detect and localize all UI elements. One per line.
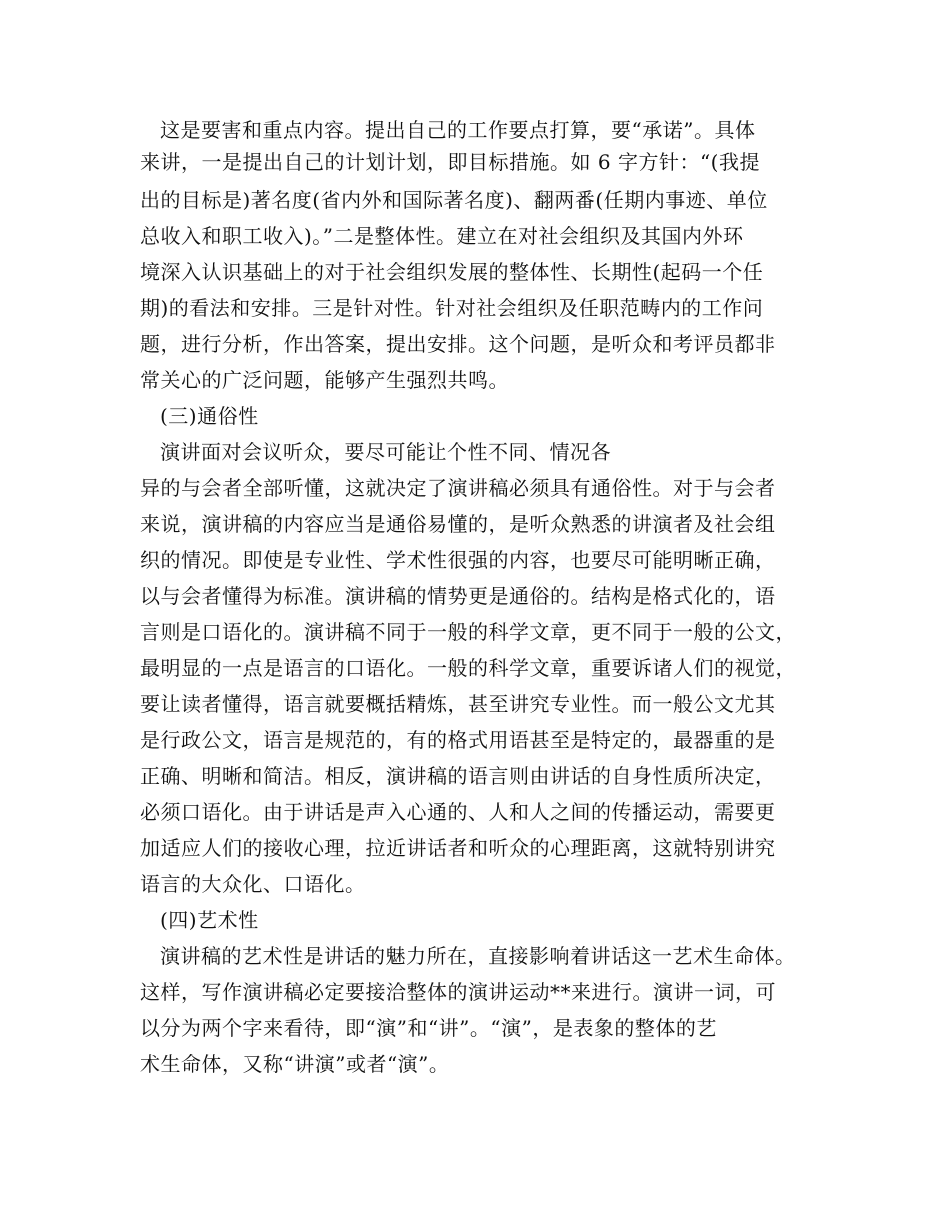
paragraph-line: 总收入和职工收入)。”二是整体性。建立在对社会组织及其国内外环 <box>140 224 744 248</box>
paragraph-line: 这样，写作演讲稿必定要接洽整体的演讲运动**来进行。演讲一词，可 <box>140 980 776 1004</box>
paragraph-line: 常关心的广泛问题，能够产生强烈共鸣。 <box>140 368 509 392</box>
section-heading: (四)艺术性 <box>160 908 259 932</box>
paragraph-line: 加适应人们的接收心理，拉近讲话者和听众的心理距离，这就特别讲究 <box>140 836 776 860</box>
paragraph-line: 境深入认识基础上的对于社会组织发展的整体性、长期性(起码一个任 <box>140 260 764 284</box>
paragraph-line: 必须口语化。由于讲话是声入心通的、人和人之间的传播运动，需要更 <box>140 800 776 824</box>
section-heading: (三)通俗性 <box>160 404 259 428</box>
paragraph-line: 是行政公文，语言是规范的，有的格式用语甚至是特定的，最器重的是 <box>140 728 776 752</box>
paragraph-line: 出的目标是)著名度(省内外和国际著名度)、翻两番(任期内事迹、单位 <box>140 188 768 212</box>
paragraph-line: 题，进行分析，作出答案，提出安排。这个问题，是听众和考评员都非 <box>140 332 776 356</box>
paragraph-line: 织的情况。即使是专业性、学术性很强的内容，也要尽可能明晰正确， <box>140 548 776 572</box>
paragraph-line: 这是要害和重点内容。提出自己的工作要点打算，要“承诺”。具体 <box>160 118 756 142</box>
paragraph-line: 以分为两个字来看待，即“演”和“讲”。“演”，是表象的整体的艺 <box>140 1016 717 1040</box>
paragraph-line: 以与会者懂得为标准。演讲稿的情势更是通俗的。结构是格式化的，语 <box>140 584 776 608</box>
paragraph-line: 来说，演讲稿的内容应当是通俗易懂的，是听众熟悉的讲演者及社会组 <box>140 512 776 536</box>
paragraph-line: 最明显的一点是语言的口语化。一般的科学文章，重要诉诸人们的视觉， <box>140 656 796 680</box>
paragraph-line: 术生命体，又称“讲演”或者“演”。 <box>140 1052 450 1076</box>
paragraph-line: 演讲稿的艺术性是讲话的魅力所在，直接影响着讲话这一艺术生命体。 <box>160 944 796 968</box>
paragraph-line: 演讲面对会议听众，要尽可能让个性不同、情况各 <box>160 440 611 464</box>
paragraph-line: 要让读者懂得，语言就要概括精炼，甚至讲究专业性。而一般公文尤其 <box>140 692 776 716</box>
paragraph-line: 言则是口语化的。演讲稿不同于一般的科学文章，更不同于一般的公文， <box>140 620 796 644</box>
paragraph-line: 语言的大众化、口语化。 <box>140 872 366 896</box>
paragraph-line: 期)的看法和安排。三是针对性。针对社会组织及任职范畴内的工作问 <box>140 296 764 320</box>
paragraph-line: 正确、明晰和简洁。相反，演讲稿的语言则由讲话的自身性质所决定， <box>140 764 776 788</box>
paragraph-line: 异的与会者全部听懂，这就决定了演讲稿必须具有通俗性。对于与会者 <box>140 476 776 500</box>
paragraph-line: 来讲，一是提出自己的计划计划，即目标措施。如 6 字方针：“(我提 <box>140 150 760 174</box>
